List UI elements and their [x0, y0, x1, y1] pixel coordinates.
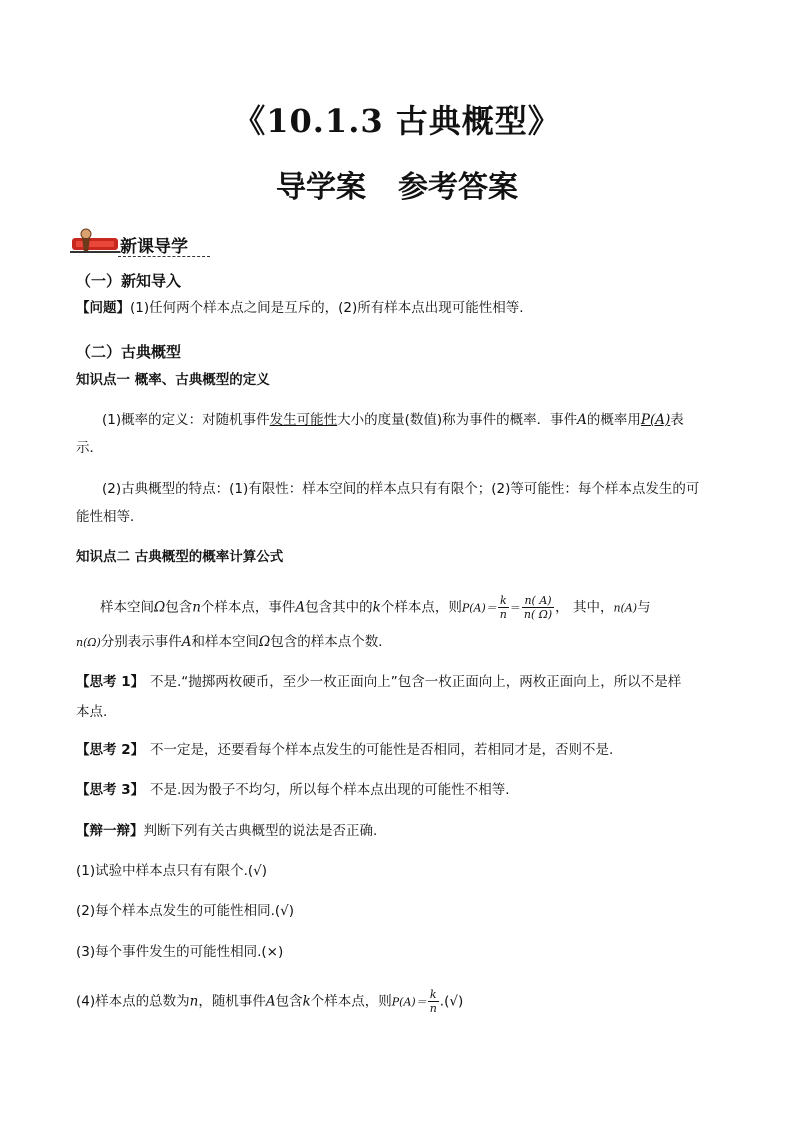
k1-var-A: A: [577, 412, 587, 428]
d4-k: k: [302, 993, 311, 1010]
d4-n: n: [189, 993, 199, 1010]
think-3-text: 不是.因为骰子不均匀，所以每个样本点出现的可能性不相等.: [150, 782, 510, 798]
k2-text-d: 包含其中的: [305, 599, 373, 616]
think-1: [76, 672, 681, 692]
document-title: 《10.1.3 古典概型》: [233, 102, 561, 140]
k2-frac2-den: n( Ω): [523, 608, 553, 621]
k2-var-k: k: [372, 599, 381, 616]
k1-text-a: (1)概率的定义：对随机事件: [102, 412, 270, 428]
k2-l2-A: A: [181, 634, 192, 650]
think-1-tag: 【思考 1】: [76, 674, 145, 690]
k2-l2-b: 和样本空间: [191, 634, 260, 650]
section-1-heading: （一）新知导入: [76, 272, 182, 290]
section-2-heading: （二）古典概型: [76, 343, 182, 361]
k2-frac2-num: n( A): [522, 594, 554, 608]
k2-text-a: 样本空间: [100, 599, 154, 616]
k2-frac1-num: k: [498, 594, 509, 608]
debate-item-4: [76, 988, 463, 1015]
subtitle-right: 参考答案: [398, 170, 518, 205]
d4-A: A: [265, 993, 276, 1010]
knowledge-2-heading: 知识点二 古典概型的概率计算公式: [76, 549, 284, 565]
think-2: [76, 740, 613, 760]
d4-c: 包含: [275, 993, 303, 1010]
think-2-text: 不一定是，还要看每个样本点发生的可能性是否相同，若相同才是，否则不是.: [150, 742, 614, 758]
debate-text: 判断下列有关古典概型的说法是否正确.: [143, 823, 378, 839]
section-1-question: [76, 298, 524, 318]
subtitle-left: 导学案: [276, 170, 366, 205]
k2-l2-a: 分别表示事件: [100, 634, 182, 650]
think-1-line-2: 本点.: [76, 704, 108, 720]
debate-tag: 【辩一辩】: [76, 823, 144, 839]
k2-equals: ＝: [509, 601, 521, 615]
think-3: [76, 780, 510, 800]
d4-num: k: [428, 988, 439, 1002]
k2-nA: n(A): [613, 601, 638, 615]
knowledge-2-formula-line: [100, 594, 651, 621]
knowledge-2-line-2: [76, 632, 392, 653]
d4-fraction: [428, 988, 439, 1015]
think-2-tag: 【思考 2】: [76, 742, 145, 758]
d4-e: .(√): [439, 993, 464, 1010]
k2-text-e: 个样本点，则: [380, 599, 462, 616]
k2-fraction-nA-over-nOmega: [522, 594, 554, 621]
k2-frac1-den: n: [499, 608, 507, 621]
question-tag: 【问题】: [76, 300, 130, 316]
section-banner-label: 新课导学: [120, 237, 188, 257]
knowledge-1-para-1: [102, 410, 722, 430]
k2-var-n: n: [192, 599, 201, 616]
d4-b: ，随机事件: [198, 993, 266, 1010]
knowledge-1-heading: 知识点一 概率、古典概型的定义: [76, 372, 270, 388]
k2-PA: P(A)＝: [461, 601, 497, 615]
knowledge-1-para-2-line-2: 能性相等．: [76, 509, 144, 525]
k1-PA: P(A): [640, 412, 671, 428]
k1-text-c: 的概率用: [586, 412, 641, 428]
k1-text-d: 表: [670, 412, 684, 428]
d4-a: (4)样本点的总数为: [76, 993, 190, 1010]
think-3-tag: 【思考 3】: [76, 782, 145, 798]
think-1-line-1: 不是.“抛掷两枚硬币，至少一枚正面向上”包含一枚正面向上，两枚正面向上，所以不是样: [150, 674, 682, 690]
d4-den: n: [429, 1002, 437, 1015]
banner-underline: [118, 256, 210, 257]
k1-text-b: 大小的度量(数值)称为事件的概率．事件: [337, 412, 578, 428]
debate-item-3: (3)每个事件发生的可能性相同.(×): [76, 944, 284, 960]
d4-d: 个样本点，则: [310, 993, 392, 1010]
debate-item-2: (2)每个样本点发生的可能性相同.(√): [76, 903, 295, 919]
k2-var-A: A: [295, 599, 306, 616]
document-subtitle: [0, 162, 794, 206]
k2-omega: Ω: [154, 599, 166, 616]
d4-PA: P(A)＝: [391, 995, 427, 1009]
k2-text-b: 包含: [165, 599, 193, 616]
k2-text-g: 与: [637, 599, 651, 616]
k2-nOmega: n(Ω): [76, 636, 101, 649]
debate-item-1: (1)试验中样本点只有有限个.(√): [76, 863, 268, 879]
knowledge-1-para-1-line-2: 示．: [76, 440, 103, 456]
k2-l2-c: 包含的样本点个数．: [270, 634, 392, 650]
k2-text-c: 个样本点，事件: [200, 599, 296, 616]
question-text: (1)任何两个样本点之间是互斥的，(2)所有样本点出现可能性相等.: [130, 300, 524, 316]
k2-text-f: ， 其中，: [555, 599, 614, 616]
debate-intro: [76, 821, 377, 841]
k2-l2-omega: Ω: [259, 634, 271, 650]
k1-underlined-term: 发生可能性: [269, 412, 338, 428]
knowledge-1-para-2-line-1: (2)古典概型的特点：(1)有限性：样本空间的样本点只有有限个；(2)等可能性：每个样本点发生的可: [102, 481, 700, 497]
k2-fraction-k-over-n: [498, 594, 509, 621]
